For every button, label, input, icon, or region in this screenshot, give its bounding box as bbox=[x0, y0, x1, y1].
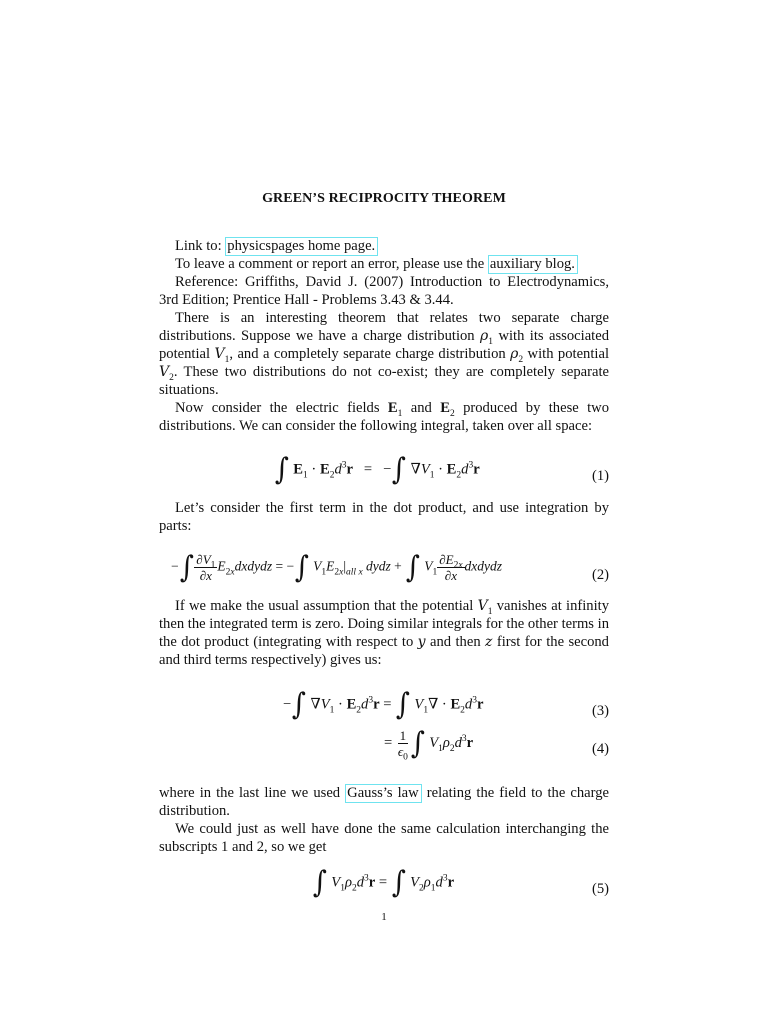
equation-number: (2) bbox=[591, 567, 609, 583]
page-title: GREEN’S RECIPROCITY THEOREM bbox=[262, 191, 506, 206]
paragraph-intro: There is an interesting theorem that relates two separate charge distributions. Suppose we have a charge distribution $\rho_1$ with its associated potential $V_1$, and a completely separate charge distribution $\rho_2$ with potential $V_2$. These two distributions do not co-exist; they are completely separate situations. bbox=[159, 310, 609, 398]
gauss-law-link[interactable]: Gauss’s law bbox=[345, 784, 422, 803]
reference-paragraph: Reference: Griffiths, David J. (2007) Introduction to Electrodynamics, 3rd Edition; Prentice Hall - Problems 3.43 & 3.44. bbox=[159, 274, 609, 308]
equation-number: (1) bbox=[591, 468, 609, 484]
equation-1: ∫ $E_1 \cdot E_2d^3r$ = −∫ $\nabla V_1 \cdot E_2d^3r$ (1) bbox=[274, 452, 609, 487]
equation-number: (5) bbox=[591, 881, 609, 897]
equation-number: (3) bbox=[591, 703, 609, 719]
equation-5: ∫ $V_1\rho_2d^3r$ = ∫ $V_2\rho_1d^3r$ (5) bbox=[312, 865, 609, 900]
paragraph-interchange: We could just as well have done the same calculation interchanging the subscripts 1 and 2, so we get bbox=[159, 821, 609, 855]
equation-2: −∫ $\frac{\partial V_1}{\partial x}$ $E_{2x}dxdydz$ = −∫ $V_1E_{2x}|_{all x}$ dydz + ∫ $V_1$ $\frac{\partial E_{2x}}{\partial x}$ dxdydz (2) bbox=[171, 549, 609, 585]
home-page-link[interactable]: physicspages home page. bbox=[225, 237, 378, 256]
comment-line: To leave a comment or report an error, please use the auxiliary blog. bbox=[159, 255, 609, 273]
document-page bbox=[159, 0, 609, 1024]
paragraph-gauss: where in the last line we used Gauss’s law relating the field to the charge distribution. bbox=[159, 785, 609, 819]
link-line: Link to: physicspages home page. bbox=[159, 237, 609, 255]
equation-4: = $\frac{1}{\epsilon_0}$ ∫ $V_1\rho_2d^3r$ (4) bbox=[384, 725, 609, 763]
paragraph-assumption: If we make the usual assumption that the potential $V_1$ vanishes at infinity then the integrated term is zero. Doing similar integrals for the other terms in the dot product (integrating with respect to y and then z first for the second and third terms respectively) gives us: bbox=[159, 598, 609, 668]
auxiliary-blog-link[interactable]: auxiliary blog. bbox=[488, 255, 578, 274]
paragraph-parts: Let’s consider the first term in the dot product, and use integration by parts: bbox=[159, 500, 609, 534]
equation-number: (4) bbox=[591, 741, 609, 757]
paragraph-fields: Now consider the electric fields $E_1$ and $E_2$ produced by these two distributions. We can consider the following integral, taken over all space: bbox=[159, 400, 610, 434]
page-number: 1 bbox=[381, 911, 387, 923]
equation-3: −∫ $\nabla V_1 \cdot E_2d^3r$ = ∫ $V_1\nabla \cdot E_2d^3r$ (3) bbox=[283, 687, 609, 722]
